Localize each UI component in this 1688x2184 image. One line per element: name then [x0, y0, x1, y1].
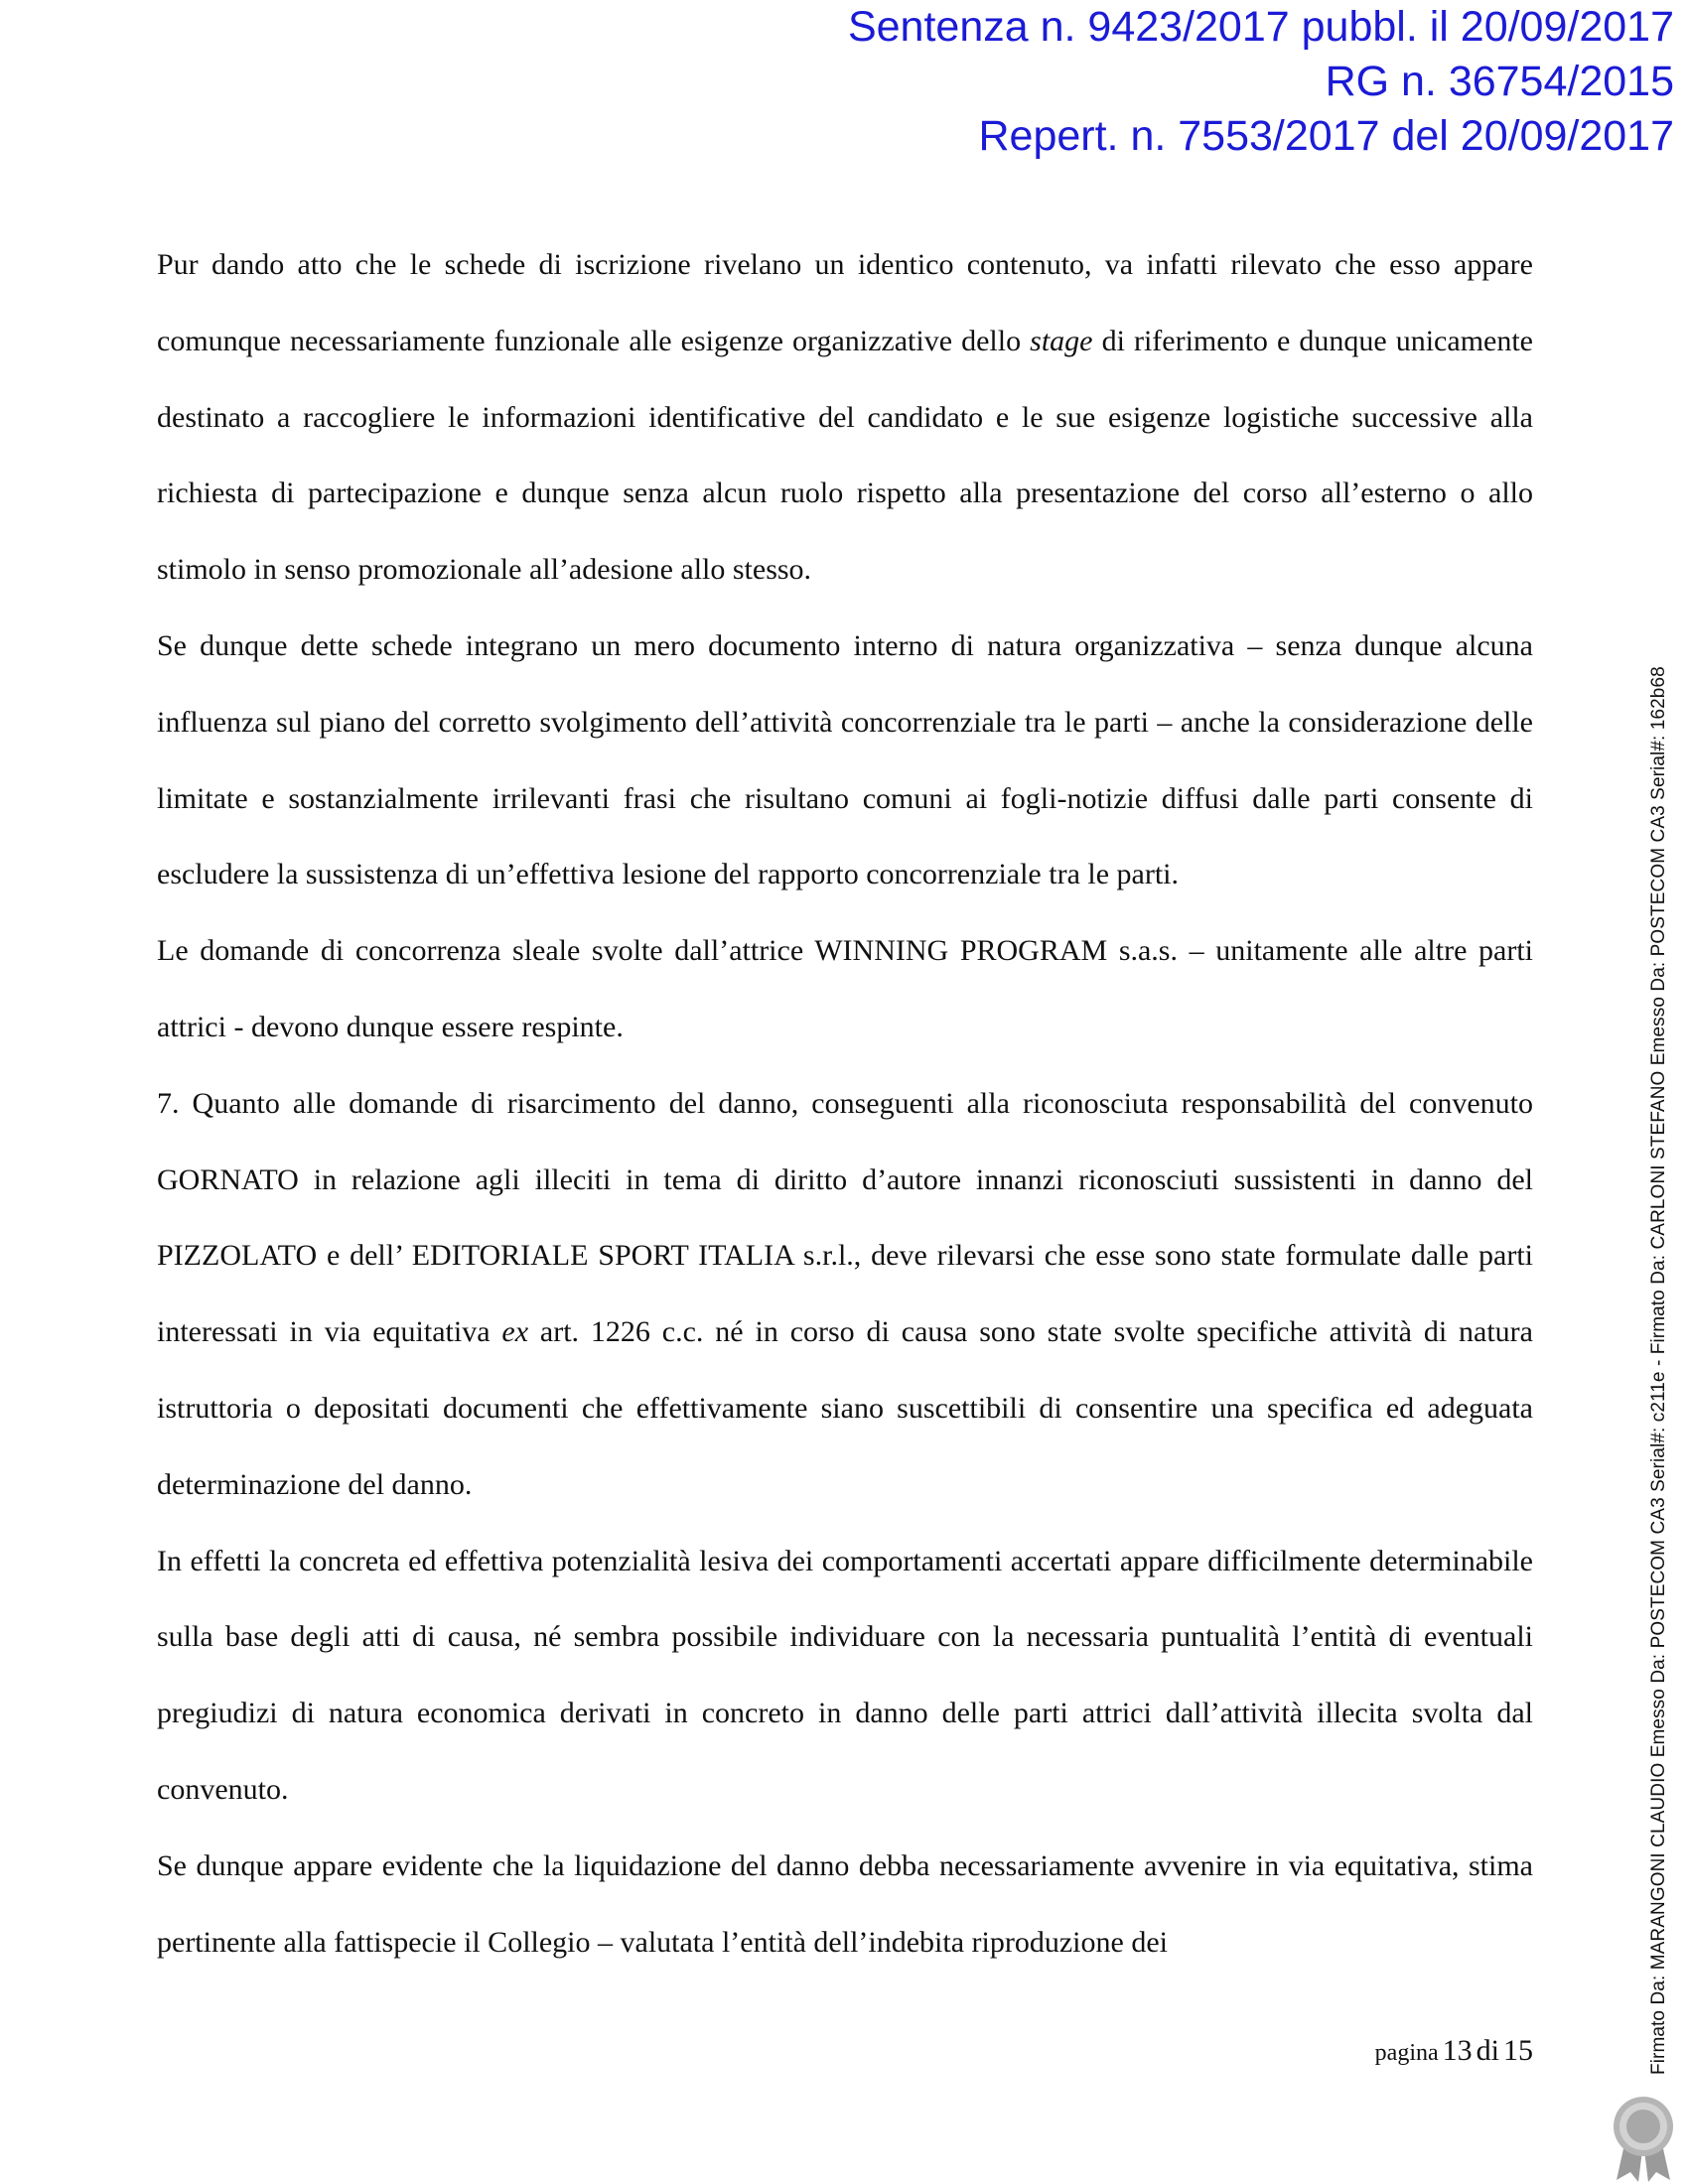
italic-term: stage: [1030, 324, 1093, 357]
page-number: 13: [1442, 2034, 1473, 2067]
paragraph-documento-interno: Se dunque dette schede integrano un mero documento interno di natura organizzativa – senza dunque alcuna influenza sul piano del corretto svolgimento dell’attività concorrenziale tra le parti – anche la considerazione delle limitate e sostanzialmente irrilevanti frasi che risultano comuni ai fogli-notizie diffusi dalle parti consente di escludere la sussistenza di un’effettiva lesione del rapporto concorrenziale tra le parti.: [157, 628, 1533, 891]
header-repert: Repert. n. 7553/2017 del 20/09/2017: [978, 112, 1674, 160]
paragraph-text: art. 1226 c.c. né in corso di causa sono state svolte specifiche attività di natura istruttoria o depositati documenti che effettivamente siano suscettibili di consentire una specifica ed adeguata determinazione del danno.: [157, 1315, 1533, 1501]
paragraph-potenzialita-lesiva: In effetti la concreta ed effettiva potenzialità lesiva dei comportamenti accertati appare difficilmente determinabile sulla base degli atti di causa, né sembra possibile individuare con la necessaria puntualità l’entità di eventuali pregiudizi di natura economica derivati in concreto in danno delle parti attrici dall’attività illecita svolta dal convenuto.: [157, 1544, 1533, 1806]
paragraph-text: 7. Quanto alle domande di risarcimento del danno, conseguenti alla riconosciuta responsabilità del convenuto GORNATO in relazione agli illeciti in tema di diritto d’autore innanzi riconosciuti sussistenti in danno del PIZZOLATO e dell’ EDITORIALE SPORT ITALIA s.r.l., deve rilevarsi che esse sono state formulate dalle parti interessati in via equitativa: [157, 1086, 1533, 1349]
header-rg: RG n. 36754/2015: [1325, 58, 1674, 105]
page-word: pagina: [1374, 2040, 1439, 2066]
paragraph-text: Pur dando atto che le schede di iscrizione rivelano un identico contenuto, va infatti rilevato che esso appare comunque necessariamente funzionale alle esigenze organizzative dello: [157, 248, 1533, 357]
seal-icon: [1609, 2095, 1678, 2182]
page-footer: [157, 2034, 1533, 2068]
italic-term: ex: [501, 1315, 529, 1349]
paragraph-risarcimento: [157, 1066, 1533, 1524]
document-header: [848, 0, 1674, 164]
digital-signature-note: Firmato Da: MARANGONI CLAUDIO Emesso Da: POSTECOM CA3 Serial#: c211e - Firmato Da: CARLONI STEFANO Emesso Da: POSTECOM CA3 Serial#: 162b68: [1648, 666, 1669, 2075]
page-total: 15: [1503, 2034, 1533, 2067]
paragraph-concorrenza-sleale: Le domande di concorrenza sleale svolte dall’attrice WINNING PROGRAM s.a.s. – unitamente alle altre parti attrici - devono dunque essere respinte.: [157, 934, 1533, 1043]
paragraph-text: di riferimento e dunque unicamente destinato a raccogliere le informazioni identificative del candidato e le sue esigenze logistiche successive alla richiesta di partecipazione e dunque senza alcun ruolo rispetto alla presentazione del corso all’esterno o allo stimolo in senso promozionale all’adesione allo stesso.: [157, 324, 1533, 587]
document-body: [157, 227, 1533, 1980]
page-of-word: di: [1476, 2034, 1499, 2067]
paragraph-schede-iscrizione: [157, 227, 1533, 609]
paragraph-liquidazione: Se dunque appare evidente che la liquidazione del danno debba necessariamente avvenire in via equitativa, stima pertinente alla fattispecie il Collegio – valutata l’entità dell’indebita riproduzione dei: [157, 1848, 1533, 1959]
header-sentenza: Sentenza n. 9423/2017 pubbl. il 20/09/2017: [847, 3, 1674, 51]
